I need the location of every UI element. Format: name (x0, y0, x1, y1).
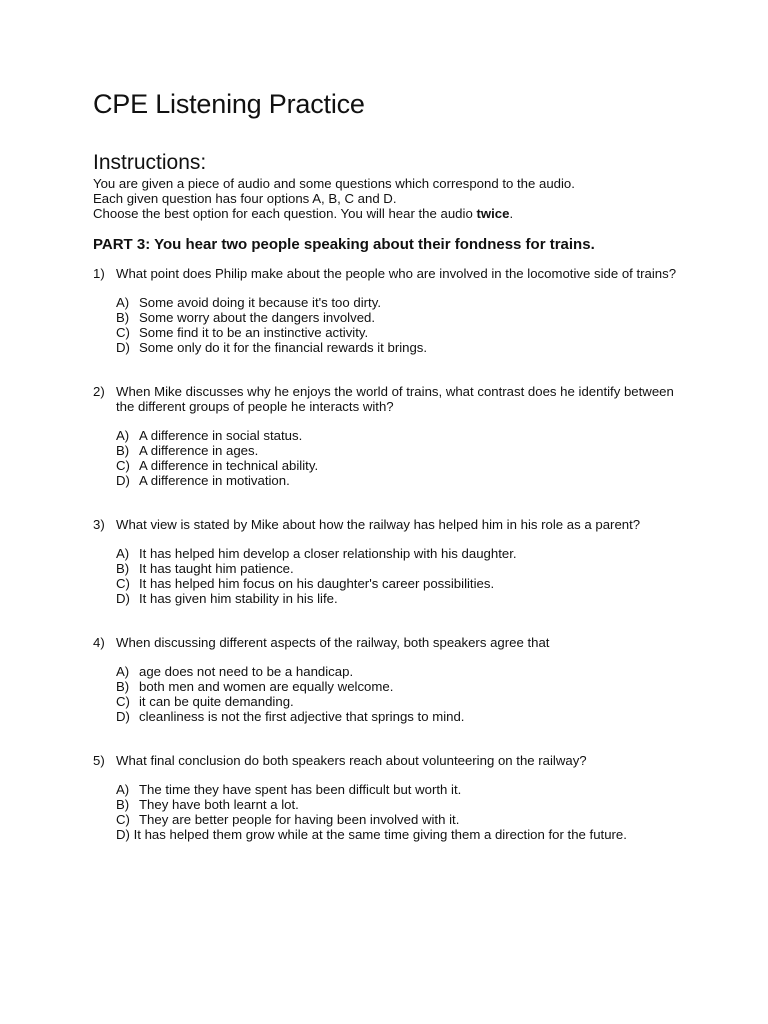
option-letter: A) (116, 295, 130, 310)
option-letter: D) (116, 591, 130, 606)
option-text: It has helped them grow while at the same time giving them a direction for the future. (133, 827, 627, 842)
question-stem (93, 266, 683, 281)
option-letter: D) (116, 827, 130, 842)
question-2 (93, 384, 683, 488)
question-stem (93, 753, 683, 768)
option-letter: A) (116, 664, 130, 679)
option-text: A difference in motivation. (139, 473, 290, 488)
option-letter: D) (116, 340, 130, 355)
option-text: A difference in technical ability. (139, 458, 319, 473)
option-letter: B) (116, 443, 130, 458)
option-text: They have both learnt a lot. (139, 797, 299, 812)
option-text: cleanliness is not the first adjective that springs to mind. (139, 709, 465, 724)
instructions-line-3 (93, 206, 683, 221)
option-b (116, 443, 683, 458)
part-heading: PART 3: You hear two people speaking about their fondness for trains. (93, 236, 595, 253)
option-letter: A) (116, 782, 130, 797)
option-text: The time they have spent has been difficult but worth it. (139, 782, 462, 797)
document-page (93, 88, 683, 871)
option-text: both men and women are equally welcome. (139, 679, 394, 694)
option-letter: C) (116, 812, 130, 827)
option-text: It has taught him patience. (139, 561, 294, 576)
instructions-line-3-end: . (509, 206, 514, 221)
instructions-line-2: Each given question has four options A, B, C and D. (93, 191, 397, 206)
option-c (116, 325, 683, 340)
option-text: It has helped him develop a closer relationship with his daughter. (139, 546, 517, 561)
option-a (116, 546, 683, 561)
option-letter: D) (116, 473, 130, 488)
question-stem (93, 517, 683, 532)
question-number: 5) (93, 753, 105, 768)
option-letter: B) (116, 310, 130, 325)
question-4 (93, 635, 683, 724)
option-d (116, 340, 683, 355)
question-number: 3) (93, 517, 105, 532)
option-text: Some find it to be an instinctive activity. (139, 325, 369, 340)
question-3 (93, 517, 683, 606)
option-text: Some only do it for the financial rewards it brings. (139, 340, 428, 355)
question-number: 1) (93, 266, 105, 281)
question-text: What point does Philip make about the people who are involved in the locomotive side of trains? (116, 266, 677, 281)
option-text: Some avoid doing it because it's too dirty. (139, 295, 381, 310)
option-b (116, 679, 683, 694)
option-letter: A) (116, 546, 130, 561)
question-5 (93, 753, 683, 842)
option-text: A difference in ages. (139, 443, 259, 458)
instructions-heading: Instructions: (93, 151, 207, 174)
option-letter: C) (116, 458, 130, 473)
option-text: It has given him stability in his life. (139, 591, 338, 606)
question-list (93, 266, 683, 842)
option-b (116, 797, 683, 812)
question-stem (93, 384, 683, 414)
option-d (116, 709, 683, 724)
option-a (116, 295, 683, 310)
option-text: A difference in social status. (139, 428, 303, 443)
option-letter: B) (116, 679, 130, 694)
option-text: age does not need to be a handicap. (139, 664, 354, 679)
question-text: When Mike discusses why he enjoys the world of trains, what contrast does he identify between the different groups of people he interacts with? (116, 384, 674, 414)
option-list (93, 295, 683, 355)
option-b (116, 310, 683, 325)
option-letter: A) (116, 428, 130, 443)
question-text: What view is stated by Mike about how the railway has helped him in his role as a parent? (116, 517, 641, 532)
option-letter: B) (116, 797, 130, 812)
option-a (116, 428, 683, 443)
option-d (116, 827, 683, 842)
option-letter: D) (116, 709, 130, 724)
option-list (93, 782, 683, 842)
question-text: When discussing different aspects of the railway, both speakers agree that (116, 635, 550, 650)
option-letter: C) (116, 576, 130, 591)
option-c (116, 812, 683, 827)
option-letter: C) (116, 325, 130, 340)
instructions-emphasis-twice: twice (476, 206, 510, 221)
option-a (116, 782, 683, 797)
option-c (116, 576, 683, 591)
option-list (93, 546, 683, 606)
question-number: 2) (93, 384, 105, 399)
option-text: Some worry about the dangers involved. (139, 310, 376, 325)
instructions-line-3-text: Choose the best option for each question. You will hear the audio (93, 206, 477, 221)
option-a (116, 664, 683, 679)
question-text: What final conclusion do both speakers reach about volunteering on the railway? (116, 753, 587, 768)
option-c (116, 694, 683, 709)
question-number: 4) (93, 635, 105, 650)
option-b (116, 561, 683, 576)
option-d (116, 473, 683, 488)
option-list (93, 428, 683, 488)
option-d (116, 591, 683, 606)
instructions-line-1: You are given a piece of audio and some questions which correspond to the audio. (93, 176, 575, 191)
option-text: It has helped him focus on his daughter's career possibilities. (139, 576, 495, 591)
option-c (116, 458, 683, 473)
instructions-text (93, 176, 683, 221)
question-stem (93, 635, 683, 650)
option-text: They are better people for having been involved with it. (139, 812, 460, 827)
option-list (93, 664, 683, 724)
question-1 (93, 266, 683, 355)
document-title: CPE Listening Practice (93, 89, 365, 119)
option-letter: B) (116, 561, 130, 576)
option-letter: C) (116, 694, 130, 709)
option-text: it can be quite demanding. (139, 694, 294, 709)
